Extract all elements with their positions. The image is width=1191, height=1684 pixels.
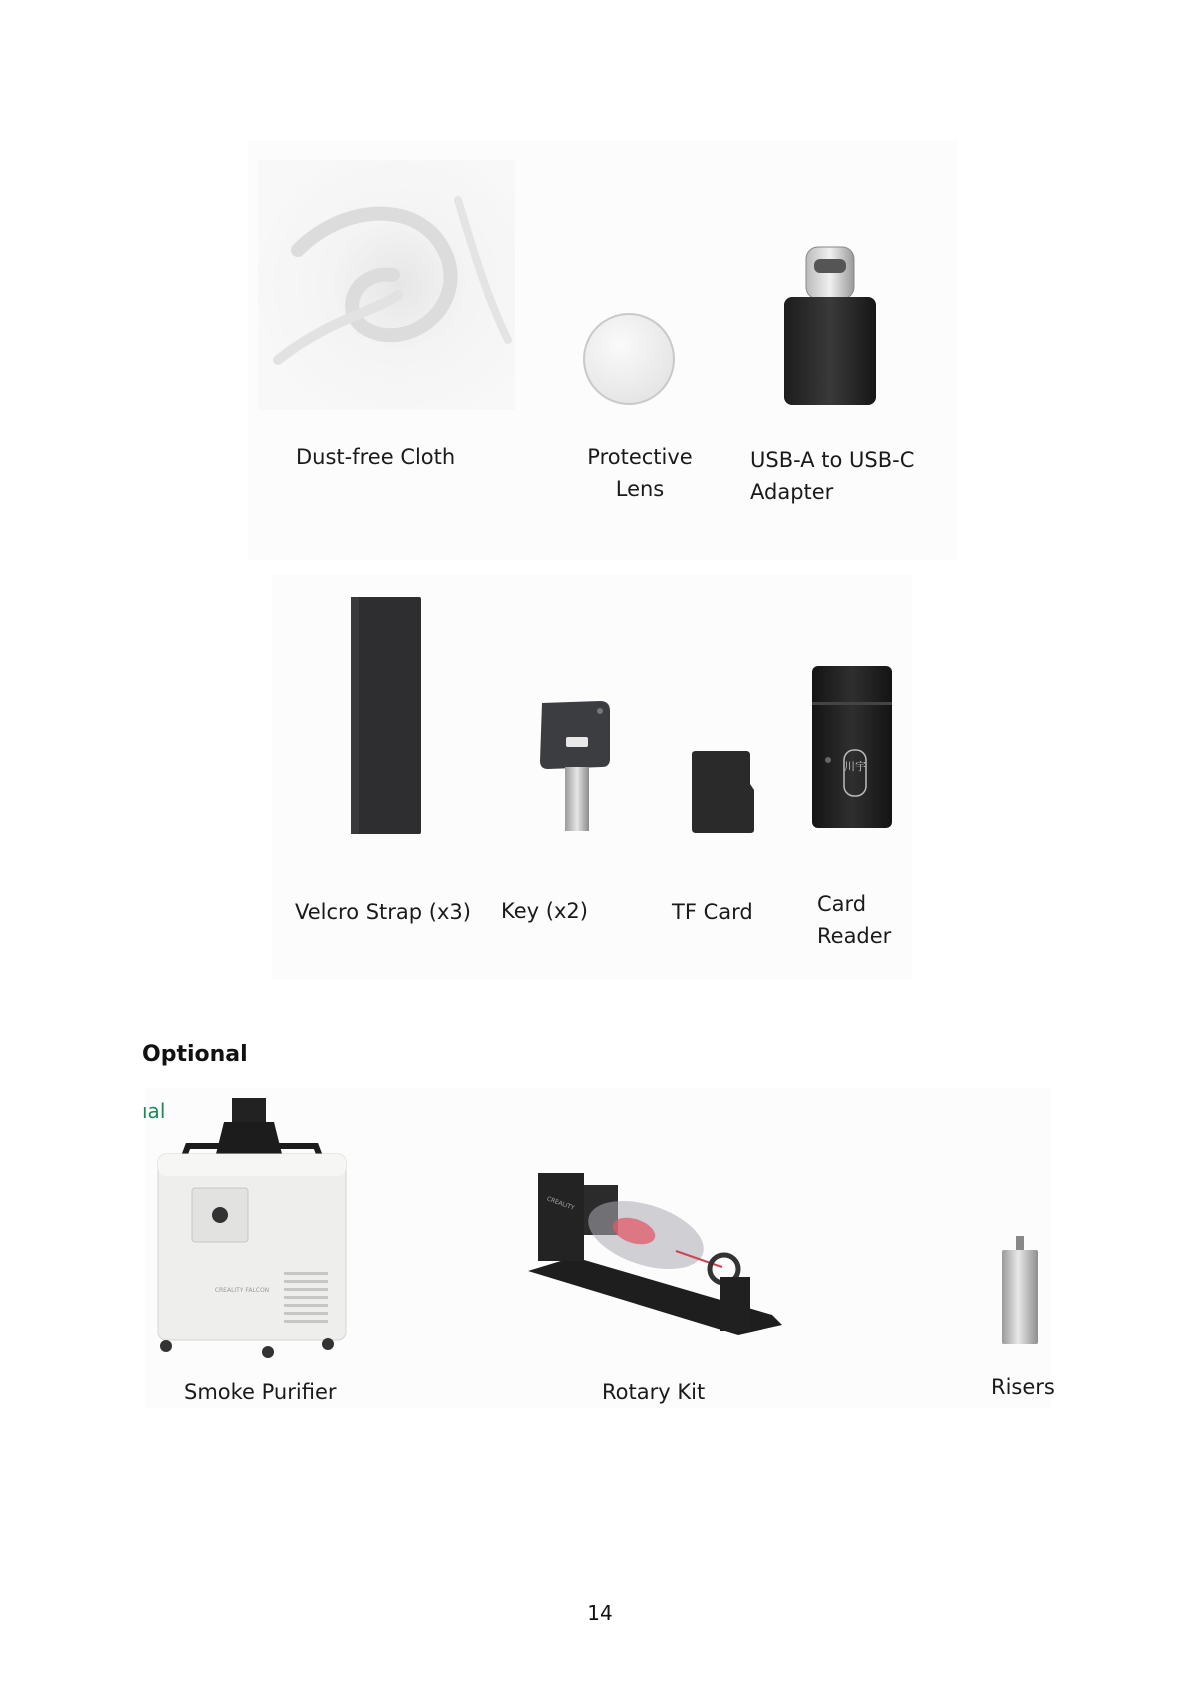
optional-heading: Optional <box>142 1042 248 1067</box>
card-reader-label-line2: Reader <box>817 924 892 948</box>
smoke-purifier-brand: CREALITY FALCON <box>214 1287 270 1294</box>
tf-card-label: TF Card <box>672 900 753 924</box>
card-reader-image <box>810 664 894 836</box>
protective-lens-label-line1: Protective <box>587 445 693 469</box>
dust-free-cloth-label: Dust-free Cloth <box>296 445 456 469</box>
rotary-kit-label: Rotary Kit <box>602 1380 706 1404</box>
rotary-kit-image <box>526 1165 784 1359</box>
cropped-text: ıal <box>142 1099 166 1123</box>
smoke-purifier-label: Smoke Purifier <box>184 1380 337 1404</box>
protective-lens-label-line2: Lens <box>615 477 665 501</box>
card-reader-logo: 川宇 <box>844 760 866 773</box>
rotary-kit-brand: CREALITY <box>545 1195 576 1212</box>
card-reader-label <box>817 888 891 952</box>
risers-image <box>1000 1234 1040 1346</box>
page-number: 14 <box>587 1601 613 1625</box>
tf-card-image <box>690 750 756 834</box>
dust-free-cloth-image <box>258 160 515 410</box>
protective-lens-label <box>580 441 700 505</box>
key-image <box>538 697 612 833</box>
usb-adapter-label <box>750 444 914 508</box>
usb-adapter-label-line2: Adapter <box>750 480 834 504</box>
risers-label: Risers <box>991 1375 1055 1399</box>
usb-adapter-label-line1: USB-A to USB-C <box>750 448 915 472</box>
smoke-purifier-image <box>152 1096 352 1361</box>
protective-lens-image <box>582 312 676 406</box>
key-label: Key (x2) <box>501 899 588 923</box>
velcro-strap-label: Velcro Strap (x3) <box>295 900 471 924</box>
velcro-strap-image <box>351 597 421 834</box>
card-reader-label-line1: Card <box>817 892 867 916</box>
usb-adapter-image <box>780 245 880 407</box>
